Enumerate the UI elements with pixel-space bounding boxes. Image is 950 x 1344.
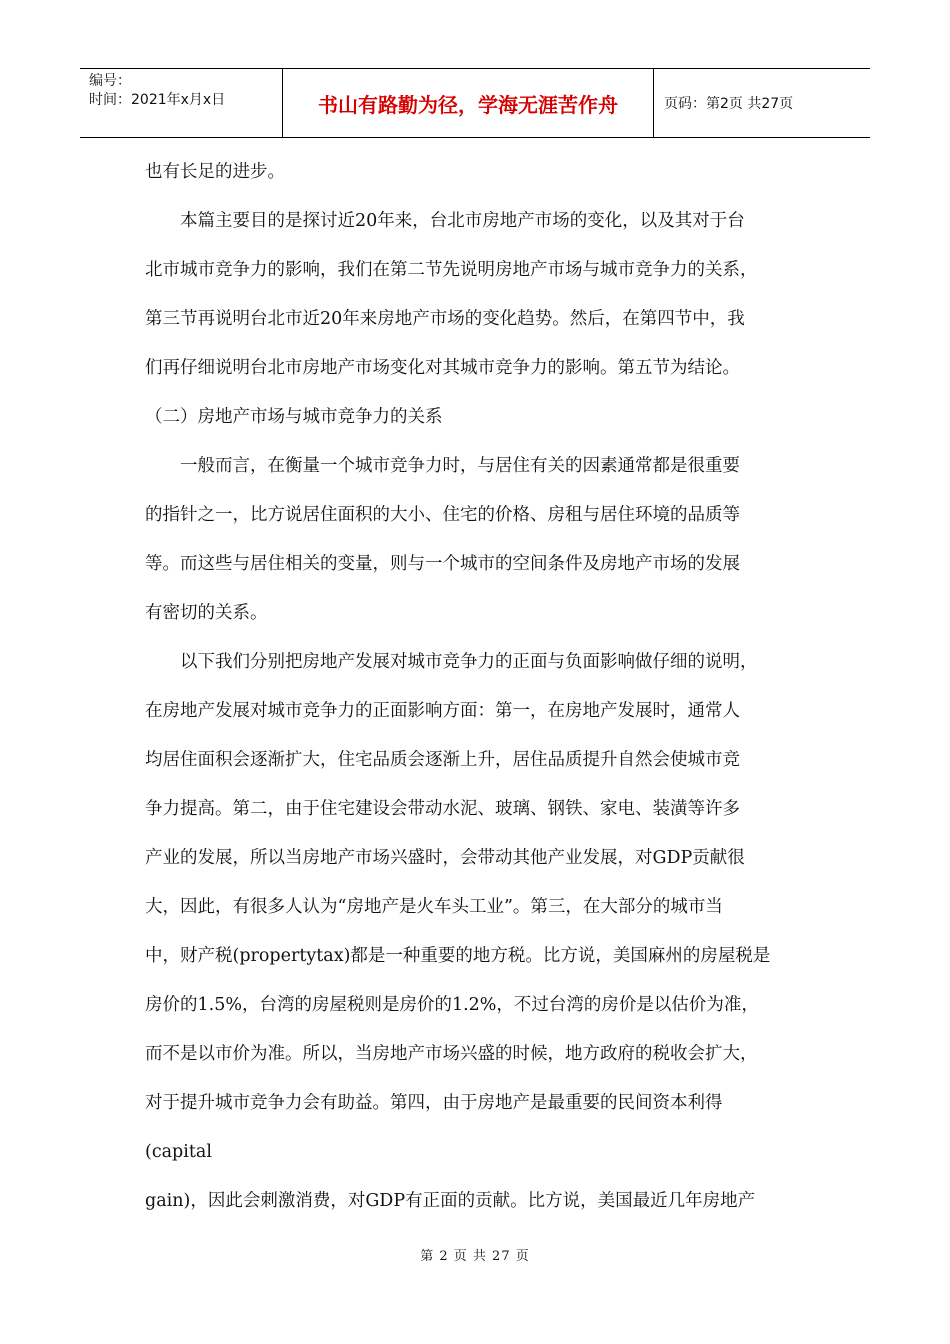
text-line: 也有长足的进步。 [145, 162, 285, 182]
text-line: 大，因此，有很多人认为“房地产是火车头工业”。第三，在大部分的城市当 [145, 897, 723, 917]
text-line: 房价的1.5%，台湾的房屋税则是房价的1.2%，不过台湾的房价是以估价为准， [145, 995, 759, 1015]
body-text [145, 148, 815, 1226]
text-line: 第三节再说明台北市近20年来房地产市场的变化趋势。然后，在第四节中，我 [145, 309, 745, 329]
page-footer: 第 2 页 共 27 页 [420, 1249, 530, 1264]
document-date: 时间：2021年x月x日 [89, 92, 226, 108]
text-line: 在房地产发展对城市竞争力的正面影响方面：第一，在房地产发展时，通常人 [145, 701, 740, 721]
text-line: 争力提高。第二，由于住宅建设会带动水泥、玻璃、钢铁、家电、装潢等许多 [145, 799, 740, 819]
text-line: 北市城市竞争力的影响，我们在第二节先说明房地产市场与城市竞争力的关系， [145, 260, 758, 280]
text-line: gain)，因此会刺激消费，对GDP有正面的贡献。比方说，美国最近几年房地产 [145, 1191, 756, 1211]
text-line: 有密切的关系。 [145, 603, 268, 623]
header-motto: 书山有路勤为径，学海无涯苦作舟 [283, 69, 654, 137]
text-line: 以下我们分别把房地产发展对城市竞争力的正面与负面影响做仔细的说明， [180, 652, 758, 672]
text-line: 本篇主要目的是探讨近20年来，台北市房地产市场的变化，以及其对于台 [180, 211, 745, 231]
text-line: 均居住面积会逐渐扩大，住宅品质会逐渐上升，居住品质提升自然会使城市竞 [145, 750, 740, 770]
header-meta [80, 69, 283, 137]
text-line: 一般而言，在衡量一个城市竞争力时，与居住有关的因素通常都是很重要 [180, 456, 740, 476]
document-number: 编号： [89, 73, 131, 89]
text-line: 对于提升城市竞争力会有助益。第四，由于房地产是最重要的民间资本利得 [145, 1093, 723, 1113]
text-line: 等。而这些与居住相关的变量，则与一个城市的空间条件及房地产市场的发展 [145, 554, 740, 574]
text-line: 产业的发展，所以当房地产市场兴盛时，会带动其他产业发展，对GDP贡献很 [145, 848, 745, 868]
text-line: 中，财产税(propertytax)都是一种重要的地方税。比方说，美国麻州的房屋税是 [145, 946, 771, 966]
section-heading: （二）房地产市场与城市竞争力的关系 [145, 407, 443, 427]
text-line: 的指针之一，比方说居住面积的大小、住宅的价格、房租与居住环境的品质等 [145, 505, 740, 525]
text-line: (capital [145, 1142, 212, 1162]
page-header [80, 68, 870, 138]
text-line: 们再仔细说明台北市房地产市场变化对其城市竞争力的影响。第五节为结论。 [145, 358, 740, 378]
header-page-info: 页码：第2页 共27页 [664, 96, 794, 112]
text-line: 而不是以市价为准。所以，当房地产市场兴盛的时候，地方政府的税收会扩大， [145, 1044, 758, 1064]
